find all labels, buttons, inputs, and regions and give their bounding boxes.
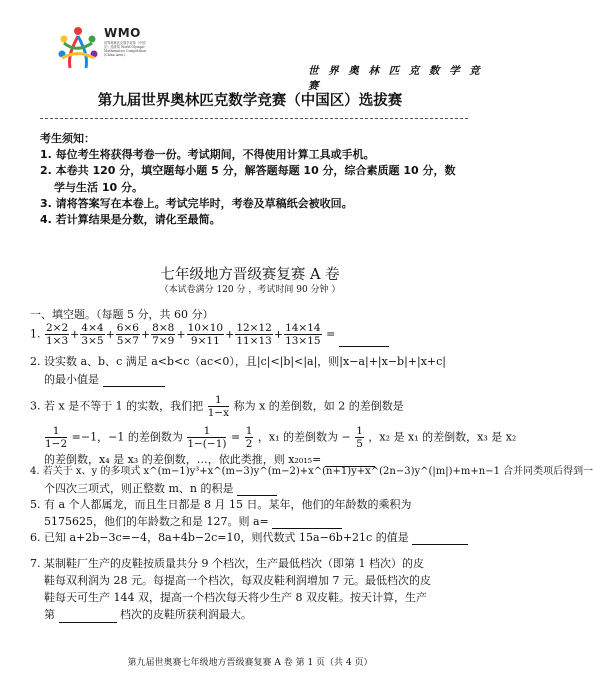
question-text: 5175625，他们的年龄数之和是 127。则 a= xyxy=(44,515,269,528)
question-text: 个四次三项式，则正整数 m、n 的积是 xyxy=(44,482,234,495)
answer-blank[interactable] xyxy=(103,386,165,387)
instruction-item: 学与生活 10 分。 xyxy=(54,180,143,194)
question-text: 4. 若关于 x、y 的多项式 x^(m−1)y³+x^(m−3)y^(m−2)+x^(n+1)y+x^(2n−3)y^(|m|)+m+n−1 合并同类项后得到一 xyxy=(30,466,593,477)
question-text: 的差倒数，x₄ 是 x₃ 的差倒数，…，依此类推，则 x₂₀₁₅= xyxy=(44,453,322,466)
instruction-item: 3. 请将答案写在本卷上。考试完毕时，考卷及草稿纸会被收回。 xyxy=(40,196,353,210)
wmo-logo xyxy=(52,22,152,74)
question-4 xyxy=(30,465,593,496)
question-2 xyxy=(30,355,446,387)
question-text: ，x₂ 是 x₁ 的差倒数，x₃ 是 x₂ xyxy=(368,430,517,444)
question-text: 2. 设实数 a、b、c 满足 a<b<c（ac<0），且|c|<|b|<|a|，则|x−a|+|x−b|+|x+c| xyxy=(30,355,446,368)
plus-sign: + xyxy=(225,327,235,341)
question-text: 第 xyxy=(44,608,55,621)
question-7 xyxy=(30,555,431,623)
fraction: $\frac{4\times 4}{3\times 5}$ xyxy=(81,322,104,347)
plus-sign: + xyxy=(273,327,284,341)
plus-sign: + xyxy=(140,327,151,341)
instruction-item: 1. 每位考生将获得考卷一份。考试期间，不得使用计算工具或手机。 xyxy=(40,148,375,162)
question-1 xyxy=(30,322,389,347)
fraction: $\frac{12\times 12}{11\times 13}$ xyxy=(236,322,272,347)
exam-title: 七年级地方晋级赛复赛 A 卷 xyxy=(160,267,340,283)
logo-subtext: 世界奥林匹克数学竞赛（中国区）选拔赛 World Olympic Mathematics Competition (China Area) xyxy=(104,41,146,57)
question-text: 的最小值是 xyxy=(44,373,99,386)
question-number: 1. xyxy=(30,327,41,341)
answer-blank[interactable] xyxy=(412,544,468,545)
answer-blank[interactable] xyxy=(59,622,117,623)
fraction: $\frac{1}{1-2}$ xyxy=(45,425,68,450)
question-text: =−1，−1 的差倒数为 xyxy=(71,430,183,444)
instruction-item: 2. 本卷共 120 分，填空题每小题 5 分，解答题每题 10 分，综合素质题 10 分，数 xyxy=(40,164,456,178)
page-footer: 第九届世奥赛七年级地方晋级赛复赛 A 卷 第 1 页（共 4 页） xyxy=(127,658,373,668)
question-3 xyxy=(30,394,516,467)
question-5 xyxy=(30,498,412,529)
logo-text: WMO xyxy=(104,26,141,40)
answer-blank[interactable] xyxy=(237,495,277,496)
equals-sign: = xyxy=(326,327,336,341)
exam-info: （本试卷满分 120 分 ，考试时间 90 分钟 ） xyxy=(159,285,341,295)
section-heading: 一、填空题。（每题 5 分，共 60 分） xyxy=(30,308,214,321)
fraction: $\frac{14\times 14}{13\times 15}$ xyxy=(285,322,321,347)
question-text: = xyxy=(230,430,244,444)
question-6 xyxy=(30,531,468,545)
question-text: 档次的皮鞋所获利润最大。 xyxy=(120,608,252,621)
question-text: 鞋每双利润为 28 元。每提高一个档次，每双皮鞋利润增加 7 元。最低档次的皮 xyxy=(44,574,431,587)
fraction: $\frac{1}{5}$ xyxy=(356,425,363,450)
fraction: $\frac{10\times 10}{9\times 11}$ xyxy=(187,322,224,347)
divider xyxy=(40,118,468,119)
fraction: $\frac{6\times 6}{5\times 7}$ xyxy=(116,322,139,347)
instructions-heading: 考生须知： xyxy=(40,132,95,145)
instructions xyxy=(40,131,456,228)
question-text: 6. 已知 a+2b−3c=−4，8a+4b−2c=10，则代数式 15a−6b+21c 的值是 xyxy=(30,531,409,544)
question-text: 称为 x 的差倒数，如 2 的差倒数是 xyxy=(233,399,404,413)
logo-figures-icon xyxy=(52,22,104,74)
plus-sign: + xyxy=(105,327,115,341)
fraction: $\frac{2\times 2}{1\times 3}$ xyxy=(46,322,69,347)
fraction: $\frac{1}{2}$ xyxy=(245,425,253,450)
fraction: $\frac{1}{1-(-1)}$ xyxy=(187,425,227,450)
fraction: $\frac{8\times 8}{7\times 9}$ xyxy=(152,322,175,347)
plus-sign: + xyxy=(70,327,80,341)
q1-fraction-sum xyxy=(44,322,323,347)
question-text: 5. 有 a 个人都属龙，而且生日都是 8 月 15 日。某年，他们的年龄数的乘积为 xyxy=(30,498,412,511)
instruction-item: 4. 若计算结果是分数，请化至最简。 xyxy=(40,213,221,227)
answer-blank[interactable] xyxy=(339,346,389,347)
page-title: 第九届世界奥林匹克数学竞赛（中国区）选拔赛 xyxy=(97,93,403,109)
plus-sign: + xyxy=(176,327,186,341)
header-banner: 世 界 奥 林 匹 克 数 学 竞 赛 xyxy=(308,65,483,92)
question-text: 鞋每天可生产 144 双，提高一个档次每天将少生产 8 双皮鞋。按天计算，生产 xyxy=(44,591,427,604)
fraction: $\frac{1}{1-x}$ xyxy=(207,394,230,419)
question-text: 7. 某制鞋厂生产的皮鞋按质量共分 9 个档次，生产最低档次（即第 1 档次）的皮 xyxy=(30,557,424,570)
question-text: 3. 若 x 是不等于 1 的实数，我们把 xyxy=(30,399,204,413)
answer-blank[interactable] xyxy=(272,528,342,529)
question-text: ，x₁ 的差倒数为 − xyxy=(257,430,351,444)
